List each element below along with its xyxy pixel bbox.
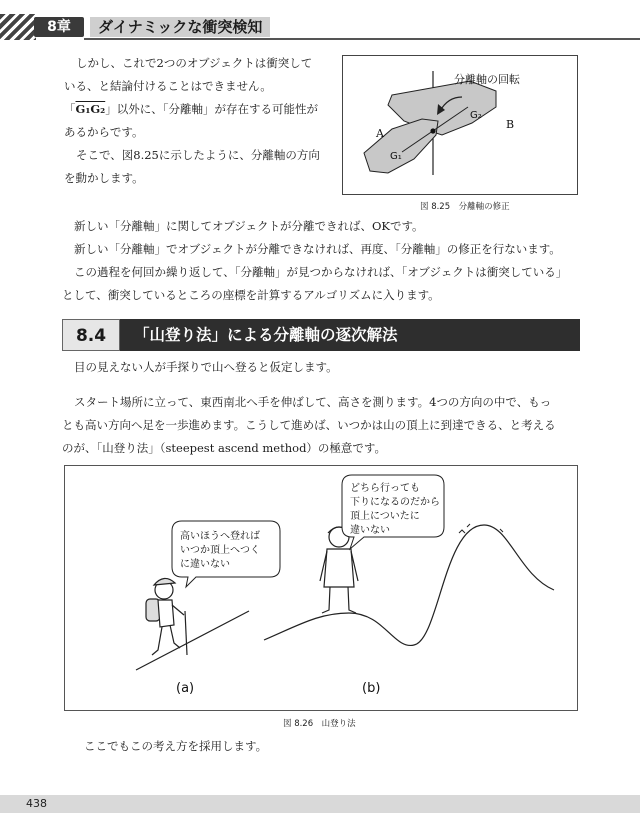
- figure-8-26: [64, 465, 578, 711]
- body1-line-4: として、衝突しているところの座標を計算するアルゴリズムに入ります。: [62, 288, 440, 302]
- label-a: A: [376, 127, 384, 140]
- body1-line-3: この過程を何回か繰り返して、「分離軸」が見つからなければ、「オブジェクトは衝突している」: [74, 265, 568, 279]
- chapter-title: ダイナミックな衝突検知: [90, 17, 270, 37]
- body2-line-1: 目の見えない人が手探りで山へ登ると仮定します。: [74, 360, 338, 374]
- chapter-stripes: [0, 14, 36, 40]
- intro-line-5: そこで、図8.25に示したように、分離軸の方向: [76, 148, 320, 162]
- speech-bubble-a: [172, 521, 280, 587]
- body2-line-3: とも高い方向へ足を一歩進めます。こうして進めば、いつかは山の頂上に到達できる、と考える: [62, 418, 556, 432]
- body2-line-2: スタート場所に立って、東西南北へ手を伸ばして、高さを測ります。4つの方向の中で、もっ: [74, 395, 552, 409]
- body-paragraph-2: [62, 356, 586, 460]
- hiker-body: [158, 600, 174, 627]
- axis-intersection-point: [430, 128, 435, 133]
- chapter-rule: [84, 38, 640, 40]
- label-g2: G₂: [470, 110, 482, 121]
- body-paragraph-1: [62, 215, 586, 307]
- intro-line-3: 「G₁G₂」以外に、「分離軸」が存在する可能性が: [64, 102, 318, 116]
- intro-line-6: を動かします。: [64, 171, 144, 185]
- body2-line-4: のが、「山登り法」（steepest ascend method）の極意です。: [62, 441, 387, 455]
- label-g1: G₁: [390, 151, 402, 162]
- body1-line-1: 新しい「分離軸」に関してオブジェクトが分離できれば、OKです。: [74, 219, 424, 233]
- bubble-a-line-2: いつか頂上へつく: [180, 545, 260, 556]
- closing-line: ここでもこの考え方を採用します。: [84, 739, 268, 753]
- intro-line-2: いる、と結論付けることはできません。: [64, 79, 272, 93]
- bubble-b-line-3: 頂上についたに: [350, 511, 420, 522]
- chapter-badge: 8章: [34, 17, 84, 37]
- figure-8-25: [342, 55, 578, 195]
- figure-8-25-caption: 図 8.25 分離軸の修正: [420, 202, 510, 212]
- intro-paragraph: [64, 52, 336, 190]
- intro-line-4: あるからです。: [64, 125, 144, 139]
- footer-bar: [0, 795, 640, 813]
- label-b: B: [506, 118, 515, 131]
- bubble-b-line-2: 下りになるのだから: [350, 497, 440, 508]
- bubble-b-line-4: 違いない: [350, 525, 390, 536]
- body1-line-2: 新しい「分離軸」でオブジェクトが分離できなければ、再度、「分離軸」の修正を行ないます。: [74, 242, 561, 256]
- section-number: 8.4: [62, 319, 120, 351]
- label-b: (b): [362, 681, 381, 696]
- page-number: 438: [26, 797, 47, 810]
- label-a: (a): [176, 681, 195, 696]
- figure-8-26-caption: 図 8.26 山登り法: [283, 719, 356, 729]
- bubble-a-line-1: 高いほうへ登れば: [180, 531, 260, 542]
- intro-line-3-rest: 以外に、「分離軸」が存在する可能性が: [116, 102, 318, 116]
- bubble-b-line-1: どちら行っても: [350, 483, 420, 494]
- label-rotation: 分離軸の回転: [454, 73, 520, 86]
- vector-g1g2: G₁G₂: [75, 102, 106, 116]
- intro-line-1: しかし、これで2つのオブジェクトは衝突して: [76, 56, 313, 70]
- standing-body: [324, 549, 354, 587]
- section-title: 「山登り法」による分離軸の逐次解法: [120, 319, 580, 351]
- bubble-a-line-3: に違いない: [180, 559, 230, 570]
- figure-8-26-frame: [65, 466, 578, 711]
